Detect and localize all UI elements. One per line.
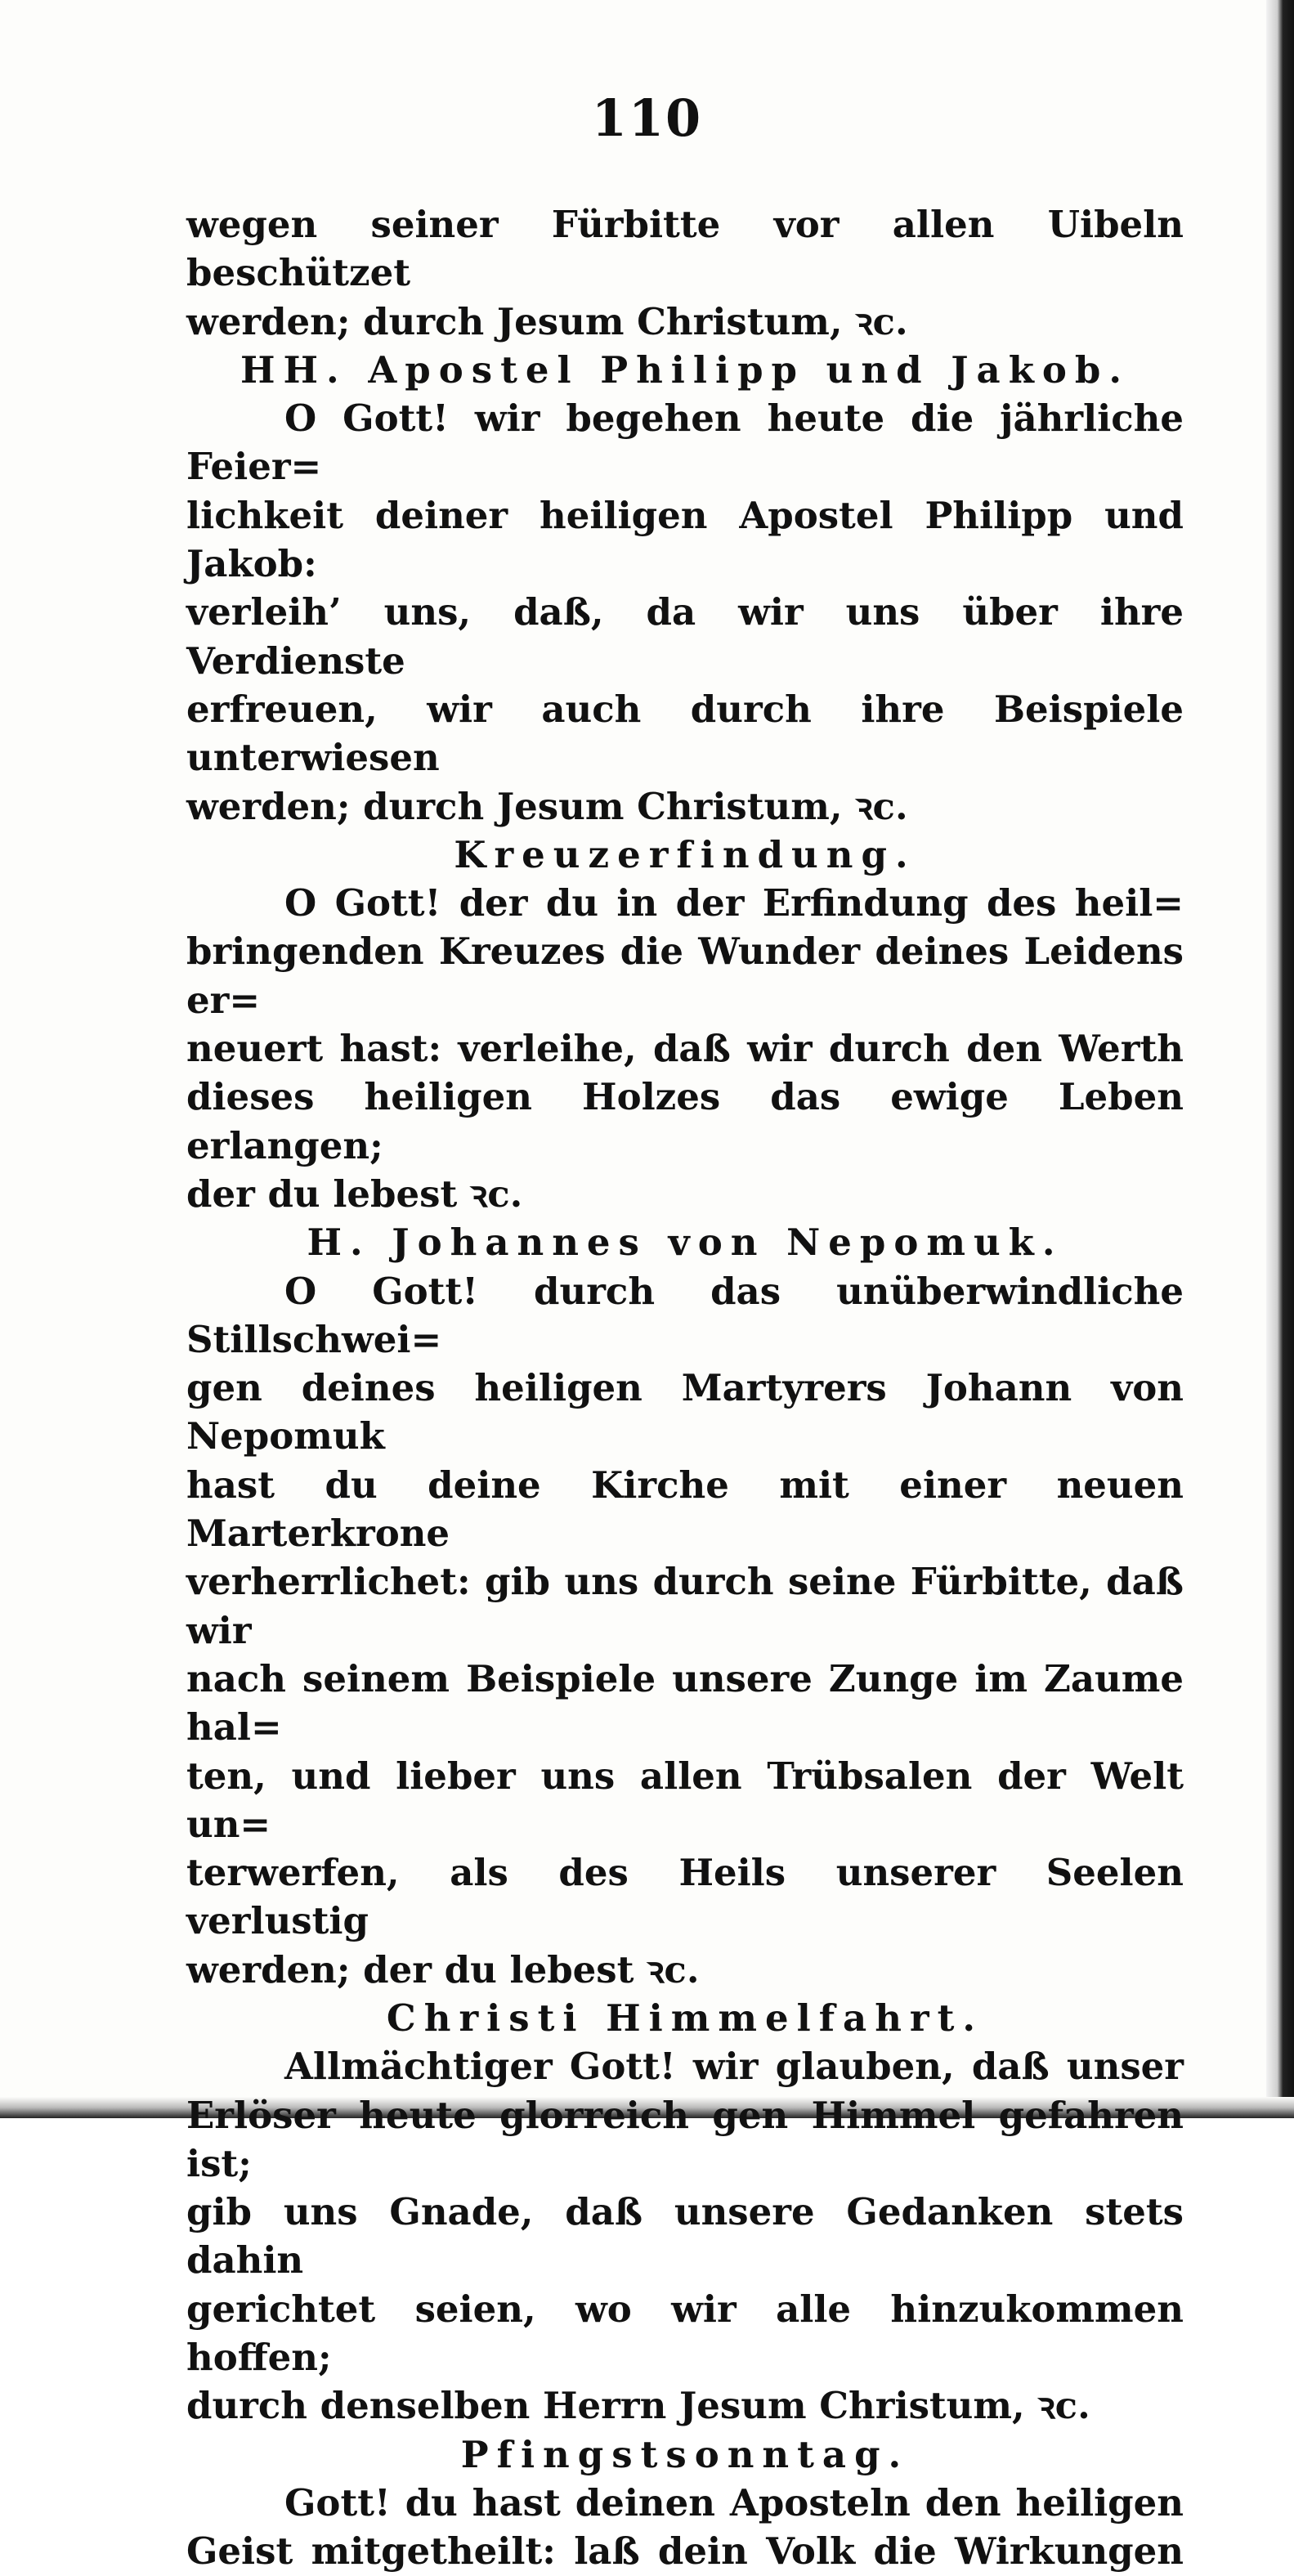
text-line: lichkeit deiner heiligen Apostel Philipp und Jakob: <box>186 493 1184 586</box>
text-line: wegen seiner Fürbitte vor allen Uibeln beschützet <box>186 203 1184 295</box>
page-number: 110 <box>591 88 703 148</box>
text-line: dieses heiligen Holzes das ewige Leben erlangen; <box>186 1075 1184 1167</box>
text-line: bringenden Kreuzes die Wunder deines Leidens er= <box>186 930 1184 1022</box>
text-line: ten, und lieber uns allen Trübsalen der Welt un= <box>186 1754 1184 1846</box>
section-heading: Christi Himmelfahrt. <box>386 1996 984 2040</box>
page-edge-shadow <box>1266 0 1294 2118</box>
text-line: O Gott! wir begehen heute die jährliche Feier= <box>186 396 1184 489</box>
section-heading: HH. Apostel Philipp und Jakob. <box>240 347 1131 392</box>
text-line: gerichtet seien, wo wir alle hinzukommen hoffen; <box>186 2287 1184 2380</box>
text-line: O Gott! der du in der Erfindung des heil= <box>284 881 1184 925</box>
text-line: verherrlichet: gib uns durch seine Fürbitte, daß wir <box>186 1560 1184 1652</box>
text-line: Allmächtiger Gott! wir glauben, daß unser <box>284 2045 1184 2089</box>
text-line: Gott! du hast deinen Aposteln den heiligen <box>284 2480 1184 2524</box>
text-line: werden; durch Jesum Christum, ꝛc. <box>186 784 908 828</box>
text-line: neuert hast: verleihe, daß wir durch den Werth <box>186 1027 1184 1071</box>
section-heading: Pfingstsonntag. <box>460 2432 910 2476</box>
text-line: der du lebest ꝛc. <box>186 1172 523 1216</box>
text-line: werden; durch Jesum Christum, ꝛc. <box>186 299 908 343</box>
text-line: verleih’ uns, daß, da wir uns über ihre Verdienste <box>186 590 1184 683</box>
text-line: Geist mitgetheilt: laß dein Volk die Wirkungen <box>186 2529 1184 2574</box>
text-line: gen deines heiligen Martyrers Johann von Nepomuk <box>186 1366 1184 1458</box>
page-text <box>186 200 1184 2576</box>
text-line: O Gott! durch das unüberwindliche Stillschwei= <box>186 1269 1184 1361</box>
text-line: nach seinem Beispiele unsere Zunge im Zaume hal= <box>186 1656 1184 1749</box>
text-line: terwerfen, als des Heils unserer Seelen verlustig <box>186 1851 1184 1943</box>
text-line: durch denselben Herrn Jesum Christum, ꝛc. <box>186 2384 1090 2428</box>
section-heading: Kreuzerfindung. <box>454 832 916 876</box>
section-heading: H. Johannes von Nepomuk. <box>307 1221 1063 1265</box>
text-line: werden; der du lebest ꝛc. <box>186 1947 700 1991</box>
text-line: gib uns Gnade, daß unsere Gedanken stets dahin <box>186 2190 1184 2283</box>
text-line: Erlöser heute glorreich gen Himmel gefahren ist; <box>186 2093 1184 2185</box>
text-line: hast du deine Kirche mit einer neuen Marterkrone <box>186 1463 1184 1556</box>
text-line: erfreuen, wir auch durch ihre Beispiele unterwiesen <box>186 687 1184 780</box>
